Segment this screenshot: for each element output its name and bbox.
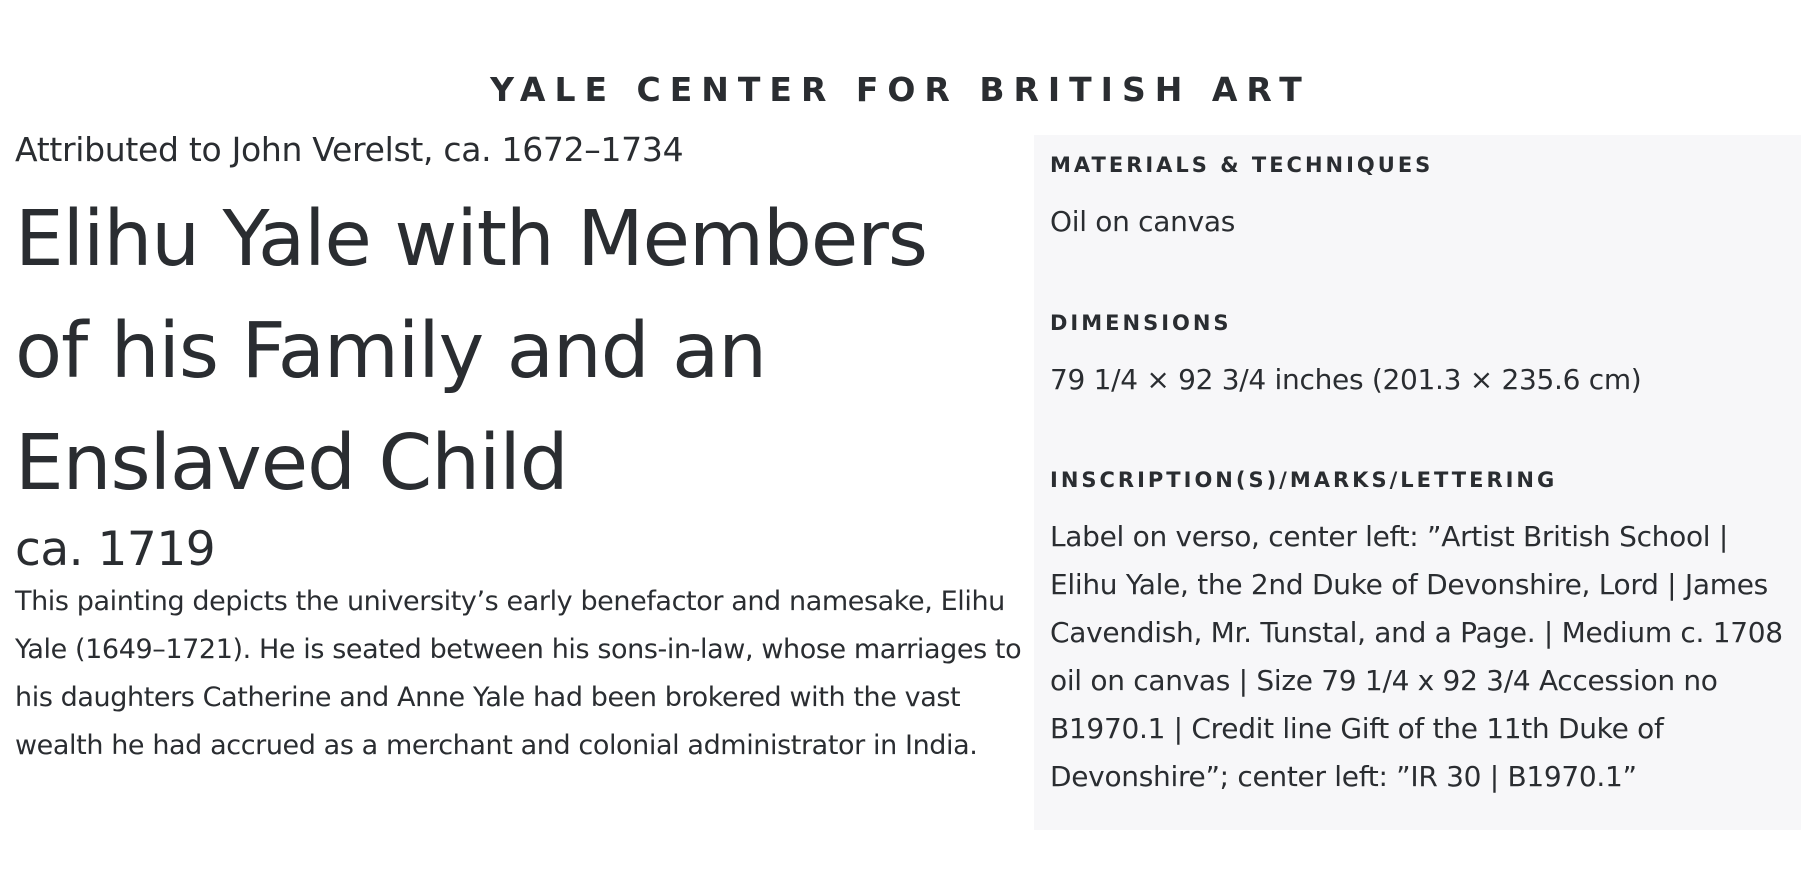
materials-section [1050, 152, 1795, 246]
artwork-date: ca. 1719 [15, 522, 216, 577]
dimensions-heading: DIMENSIONS [1050, 311, 1232, 335]
artwork-title: Elihu Yale with Members of his Family and an Enslaved Child [15, 195, 928, 508]
site-header-logo[interactable]: YALE CENTER FOR BRITISH ART [490, 70, 1311, 109]
inscriptions-value: Label on verso, center left: ”Artist British School | Elihu Yale, the 2nd Duke of Devonshire, Lord | James Cavendish, Mr. Tunstal, and a Page. | Medium c. 1708 oil on canvas | Size 79 1/4 x 92 3/4 Accession no B1970.1 | Credit line Gift of the 11th Duke of Devonshire”; center left: ”IR 30 | B1970.1” [1050, 520, 1783, 793]
artwork-info [15, 128, 1035, 770]
dimensions-section [1050, 310, 1795, 404]
inscriptions-section [1050, 467, 1795, 801]
dimensions-value: 79 1/4 × 92 3/4 inches (201.3 × 235.6 cm) [1050, 363, 1642, 396]
artwork-description: This painting depicts the university’s early benefactor and namesake, Elihu Yale (1649–1721). He is seated between his sons-in-law, whose marriages to his daughters Catherine and Anne Yale had been brokered with the vast wealth he had accrued as a merchant and colonial administrator in India. [15, 586, 1022, 761]
materials-heading: MATERIALS & TECHNIQUES [1050, 153, 1434, 177]
details-panel [1034, 135, 1801, 830]
artist-attribution: Attributed to John Verelst, ca. 1672–1734 [15, 130, 684, 169]
inscriptions-heading: INSCRIPTION(S)/MARKS/LETTERING [1050, 468, 1558, 492]
materials-value: Oil on canvas [1050, 205, 1235, 238]
